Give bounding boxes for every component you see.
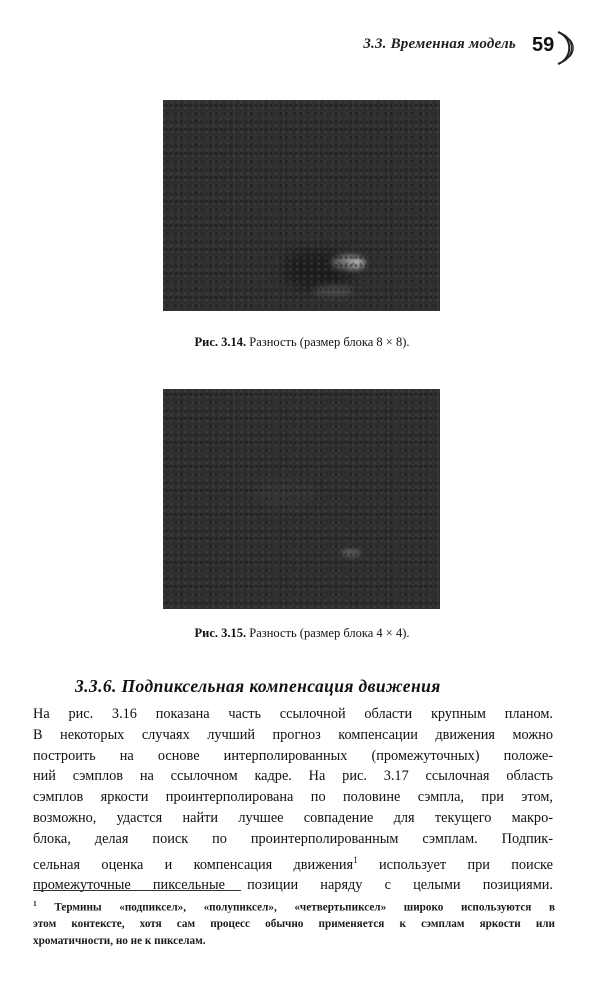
body-line: сэмплов яркости проинтерполирована по половине сэмпла, при этом, — [33, 789, 553, 806]
page-number-badge — [528, 28, 574, 68]
body-line: промежуточные пиксельные позиции наряду с целыми позициями. — [33, 877, 553, 894]
body-line-part: использует при поиске — [357, 856, 553, 873]
figure-caption-3-15 — [0, 626, 604, 641]
footnote-line — [33, 896, 555, 916]
figure-caption-3-14 — [0, 335, 604, 350]
body-line: На рис. 3.16 показана часть ссылочной области крупным планом. — [33, 706, 553, 722]
difference-image-8x8 — [163, 100, 440, 311]
texture-spot — [341, 549, 361, 557]
caption-label: Рис. 3.15. — [194, 626, 247, 640]
section-body — [33, 704, 553, 896]
footnote-divider — [33, 890, 241, 891]
section-heading: 3.3.6. Подпиксельная компенсация движения — [75, 676, 441, 696]
footnote-reference[interactable]: 1 — [353, 854, 358, 865]
body-line-part: сельная оценка и компенсация движения — [33, 856, 354, 873]
footnote-line: хроматичности, но не к пикселам. — [33, 934, 206, 947]
chapter-title: 3.3. Временная модель — [363, 36, 516, 52]
footnote — [33, 896, 555, 949]
footnote-marker: 1 — [33, 899, 37, 908]
body-line: В некоторых случаях лучший прогноз компенсации движения можно — [33, 726, 553, 743]
caption-text: Разность (размер блока 8 × 8). — [249, 335, 410, 349]
texture-spot — [253, 479, 313, 509]
body-line-with-footnote — [33, 850, 553, 876]
dark-spot — [283, 250, 353, 290]
body-line: ний сэмплов на ссылочном кадре. На рис. 3.17 ссылочная область — [33, 768, 553, 785]
difference-image-4x4 — [163, 389, 440, 609]
body-line: возможно, удастся найти лучшее совпадение для текущего макро- — [33, 809, 553, 826]
texture-spot — [313, 285, 353, 297]
body-line: блока, делая поиск по проинтерполированным сэмплам. Подпик- — [33, 830, 553, 847]
footnote-line: этом контексте, хотя сам процесс обычно применяется к сэмплам яркости или — [33, 918, 555, 931]
footnote-text: Термины «подпиксел», «полупиксел», «четвертьпиксел» широко используются в — [54, 901, 555, 914]
caption-text: Разность (размер блока 4 × 4). — [249, 626, 410, 640]
body-line: построить на основе интерполированных (промежуточных) положе- — [33, 747, 553, 764]
caption-label: Рис. 3.14. — [194, 335, 247, 349]
bright-spot — [331, 256, 365, 270]
page-number: 59 — [532, 34, 555, 56]
